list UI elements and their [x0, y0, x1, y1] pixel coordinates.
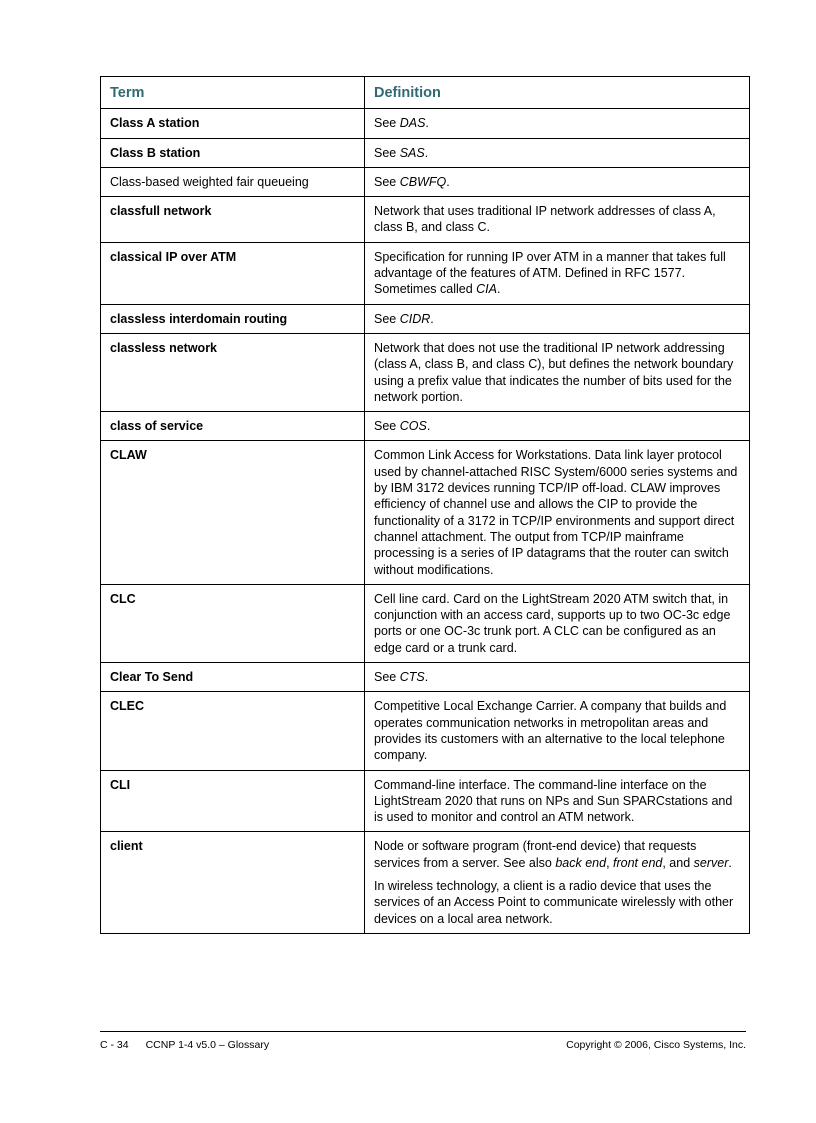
- cross-reference-term: COS: [399, 419, 427, 434]
- definition-text: See: [374, 419, 400, 434]
- definition-cell: [365, 242, 750, 304]
- definition-cell: [365, 770, 750, 832]
- definition-cell: [365, 692, 750, 770]
- definition-paragraph: [374, 311, 744, 327]
- table-row: [101, 138, 750, 167]
- definition-text: .: [446, 174, 450, 189]
- table-row: [101, 412, 750, 441]
- definition-text: Cell line card. Card on the LightStream 2020 ATM switch that, in conjunction with an access card, supports up to two OC-3c edge ports or one OC-3c trunk port. A CLC can be configured as an edge card or a trunk card.: [374, 591, 731, 655]
- definition-paragraph: [374, 174, 744, 190]
- definition-text: Network that uses traditional IP network addresses of class A, class B, and class C.: [374, 204, 716, 235]
- cross-reference-term: front end: [613, 855, 663, 870]
- definition-text: In wireless technology, a client is a radio device that uses the services of an Access Point to communicate wirelessly with other devices on a local area network.: [374, 878, 734, 926]
- definition-paragraph: [374, 115, 744, 131]
- definition-paragraph: [374, 447, 744, 577]
- definition-column-header: Definition: [365, 77, 750, 109]
- definition-cell: [365, 412, 750, 441]
- cross-reference-term: CBWFQ: [399, 174, 447, 189]
- definition-cell: [365, 333, 750, 411]
- term-cell: CLEC: [101, 692, 365, 770]
- page-number: C - 34: [100, 1039, 129, 1051]
- definition-cell: [365, 167, 750, 196]
- term-cell: CLI: [101, 770, 365, 832]
- term-cell: Class B station: [101, 138, 365, 167]
- definition-cell: [365, 663, 750, 692]
- cross-reference-term: CIDR: [399, 311, 431, 326]
- definition-text: See: [374, 116, 400, 131]
- definition-cell: [365, 138, 750, 167]
- definition-text: Network that does not use the traditional IP network addressing (class A, class B, and class C), but defines the network boundary using a prefix value that indicates the number of bits used for the network portion.: [374, 340, 734, 404]
- definition-paragraph: [374, 340, 744, 405]
- definition-cell: [365, 832, 750, 933]
- definition-text: Competitive Local Exchange Carrier. A company that builds and operates communication networks in metropolitan areas and provides its customers with an alternative to the local telephone company.: [374, 699, 727, 763]
- term-cell: classless interdomain routing: [101, 304, 365, 333]
- table-row: [101, 167, 750, 196]
- term-cell: classfull network: [101, 197, 365, 243]
- definition-paragraph: [374, 145, 744, 161]
- term-cell: class of service: [101, 412, 365, 441]
- term-cell: CLAW: [101, 441, 365, 584]
- cross-reference-term: CIA: [476, 282, 497, 297]
- definition-paragraph: [374, 777, 744, 826]
- term-cell: Class A station: [101, 109, 365, 138]
- definition-text: Common Link Access for Workstations. Data link layer protocol used by channel-attached RISC System/6000 series systems and by IBM 3172 devices running TCP/IP off-load. CLAW improves efficiency of channel use and allows the CIP to provide the functionality of a 3172 in TCP/IP environments and support direct channel attachment. The output from TCP/IP mainframe processing is a series of IP datagrams that the router can switch without modifications.: [374, 448, 738, 577]
- cross-reference-term: CTS: [399, 670, 425, 685]
- table-row: [101, 197, 750, 243]
- definition-text: See: [374, 670, 400, 685]
- definition-paragraph: [374, 878, 744, 927]
- term-cell: Class-based weighted fair queueing: [101, 167, 365, 196]
- table-row: [101, 692, 750, 770]
- definition-cell: [365, 197, 750, 243]
- term-cell: Clear To Send: [101, 663, 365, 692]
- definition-text: Command-line interface. The command-line interface on the LightStream 2020 that runs on NPs and Sun SPARCstations and is used to monitor and control an ATM network.: [374, 777, 733, 825]
- definition-text: .: [424, 145, 429, 160]
- definition-paragraph: [374, 698, 744, 763]
- definition-text: ,: [606, 855, 614, 870]
- definition-paragraph: [374, 838, 744, 871]
- definition-text: .: [426, 419, 431, 434]
- definition-cell: [365, 304, 750, 333]
- definition-text: See: [374, 311, 400, 326]
- table-row: [101, 441, 750, 584]
- table-row: [101, 242, 750, 304]
- table-row: [101, 584, 750, 662]
- definition-cell: [365, 584, 750, 662]
- definition-text: .: [424, 670, 429, 685]
- glossary-rows: [101, 109, 750, 934]
- definition-cell: [365, 441, 750, 584]
- table-row: [101, 109, 750, 138]
- definition-paragraph: [374, 418, 744, 434]
- table-row: [101, 663, 750, 692]
- table-row: [101, 832, 750, 933]
- glossary-table: [100, 76, 750, 934]
- cross-reference-term: back end: [555, 855, 607, 870]
- cross-reference-term: DAS: [399, 116, 426, 131]
- definition-text: Specification for running IP over ATM in a manner that takes full advantage of the features of ATM. Defined in RFC 1577. Sometimes called: [374, 249, 726, 297]
- copyright-notice: Copyright © 2006, Cisco Systems, Inc.: [566, 1039, 746, 1051]
- cross-reference-term: SAS: [399, 145, 425, 160]
- term-cell: classical IP over ATM: [101, 242, 365, 304]
- definition-text: See: [374, 174, 400, 189]
- definition-cell: [365, 109, 750, 138]
- definition-text: .: [425, 116, 429, 131]
- definition-paragraph: [374, 669, 744, 685]
- footer-rule: [100, 1031, 746, 1032]
- table-header-row: [101, 77, 750, 109]
- definition-paragraph: [374, 249, 744, 298]
- table-row: [101, 770, 750, 832]
- definition-paragraph: [374, 203, 744, 236]
- definition-text: , and: [662, 855, 694, 870]
- term-cell: CLC: [101, 584, 365, 662]
- term-cell: classless network: [101, 333, 365, 411]
- definition-text: .: [430, 311, 434, 326]
- table-row: [101, 304, 750, 333]
- footer-left: [100, 1039, 269, 1051]
- term-cell: client: [101, 832, 365, 933]
- definition-text: Node or software program (front-end device) that requests services from a server. See also: [374, 839, 697, 870]
- definition-text: .: [496, 282, 501, 297]
- document-title: CCNP 1-4 v5.0 – Glossary: [145, 1039, 270, 1051]
- definition-text: .: [728, 855, 732, 870]
- definition-text: See: [374, 145, 400, 160]
- term-column-header: Term: [101, 77, 365, 109]
- cross-reference-term: server: [693, 855, 729, 870]
- table-row: [101, 333, 750, 411]
- definition-paragraph: [374, 591, 744, 656]
